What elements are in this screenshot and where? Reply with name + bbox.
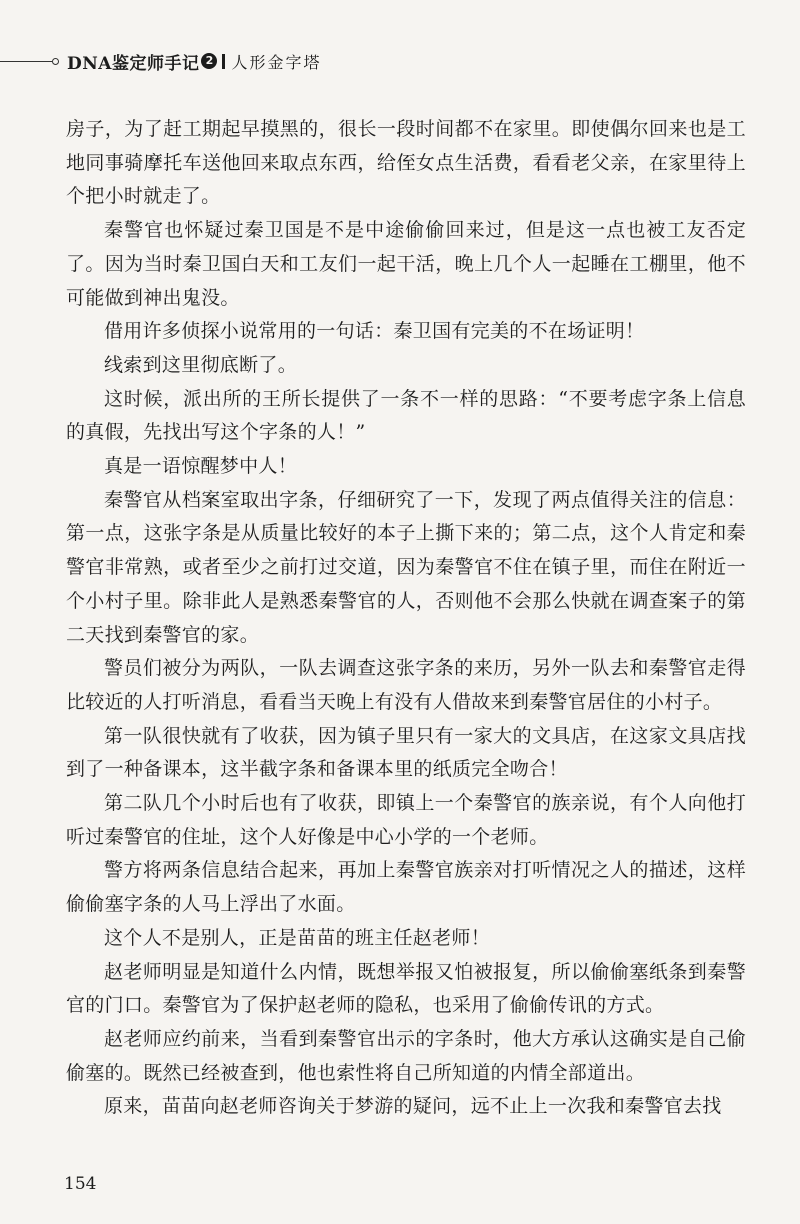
body-text [66, 113, 746, 1124]
paragraph: 第二队几个小时后也有了收获，即镇上一个秦警官的族亲说，有个人向他打听过秦警官的住址，这个人好像是中心小学的一个老师。 [66, 792, 746, 848]
paragraph: 原来，苗苗向赵老师咨询关于梦游的疑问，远不止上一次我和秦警官去找 [104, 1095, 722, 1118]
paragraph: 借用许多侦探小说常用的一句话：秦卫国有完美的不在场证明！ [104, 320, 645, 343]
header-separator [222, 54, 225, 69]
page-number: 154 [64, 1174, 97, 1194]
book-title: DNA鉴定师手记 [67, 53, 200, 74]
book-subtitle: 人形金字塔 [231, 52, 322, 72]
paragraph: 真是一语惊醒梦中人！ [104, 455, 298, 478]
header-circle-ornament [52, 58, 59, 65]
paragraph: 秦警官从档案室取出字条，仔细研究了一下，发现了两点值得关注的信息：第一点，这张字条是从质量比较好的本子上撕下来的；第二点，这个人肯定和秦警官非常熟，或者至少之前打过交道，因为秦警官不住在镇子里，而住在附近一个小村子里。除非此人是熟悉秦警官的人，否则他不会那么快就在调查案子的第二天找到秦警官的家。 [66, 488, 746, 646]
paragraph: 第一队很快就有了收获，因为镇子里只有一家大的文具店，在这家文具店找到了一种备课本，这半截字条和备课本里的纸质完全吻合！ [66, 724, 746, 781]
paragraph: 这个人不是别人，正是苗苗的班主任赵老师！ [104, 926, 491, 949]
paragraph: 房子，为了赶工期起早摸黑的，很长一段时间都不在家里。即使偶尔回来也是工地同事骑摩托车送他回来取点东西，给侄女点生活费，看看老父亲，在家里待上个把小时就走了。 [66, 118, 746, 208]
paragraph: 警员们被分为两队，一队去调查这张字条的来历，另外一队去和秦警官走得比较近的人打听消息，看看当天晚上有没有人借故来到秦警官居住的小村子。 [66, 657, 746, 713]
paragraph: 赵老师明显是知道什么内情，既想举报又怕被报复，所以偷偷塞纸条到秦警官的门口。秦警官为了保护赵老师的隐私，也采用了偷偷传讯的方式。 [66, 960, 746, 1017]
paragraph: 秦警官也怀疑过秦卫国是不是中途偷偷回来过，但是这一点也被工友否定了。因为当时秦卫国白天和工友们一起干活，晚上几个人一起睡在工棚里，他不可能做到神出鬼没。 [66, 219, 746, 309]
paragraph: 线索到这里彻底断了。 [104, 353, 298, 376]
paragraph: 这时候，派出所的王所长提供了一条不一样的思路：“不要考虑字条上信息的真假，先找出写这个字条的人！” [66, 387, 746, 444]
paragraph: 赵老师应约前来，当看到秦警官出示的字条时，他大方承认这确实是自己偷偷塞的。既然已经被查到，他也索性将自己所知道的内情全部道出。 [66, 1027, 746, 1084]
volume-badge: 2 [201, 53, 217, 69]
header-rule [0, 61, 52, 62]
paragraph: 警方将两条信息结合起来，再加上秦警官族亲对打听情况之人的描述，这样偷偷塞字条的人马上浮出了水面。 [66, 859, 746, 916]
running-header [0, 46, 520, 76]
